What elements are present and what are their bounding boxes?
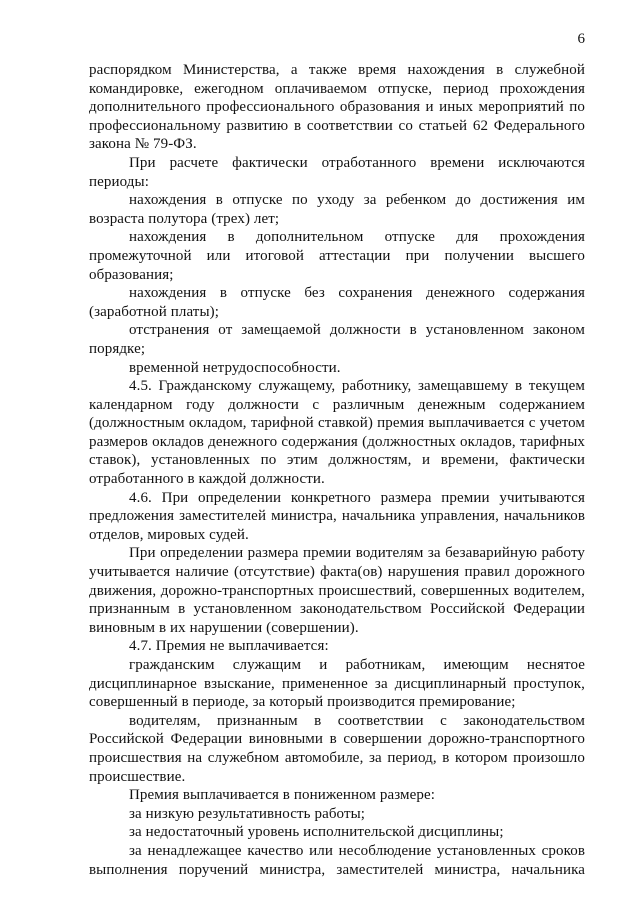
paragraph: Премия выплачивается в пониженном размере:	[129, 787, 436, 804]
paragraph: При определении размера премии водителям за безаварийную работу учитывается наличие (отсутствие) факта(ов) нарушения правил дорожного движения, дорожно-транспортных происшествий, совершенных водителем, признанным в установленном законодательством Российской Федерации виновным в их нарушении (совершении).	[89, 545, 585, 636]
paragraph: 4.7. Премия не выплачивается:	[129, 638, 329, 655]
paragraph: нахождения в дополнительном отпуске для прохождения промежуточной или итоговой аттестации при получении высшего образования;	[89, 229, 585, 283]
paragraph: отстранения от замещаемой должности в установленном законом порядке;	[89, 322, 585, 357]
paragraph: временной нетрудоспособности.	[129, 359, 341, 376]
paragraph: гражданским служащим и работникам, имеющим неснятое дисциплинарное взыскание, примененное за дисциплинарный проступок, совершенный в периоде, за который производится премирование;	[89, 657, 585, 711]
paragraph: за недостаточный уровень исполнительской дисциплины;	[129, 824, 504, 841]
paragraph: за низкую результативность работы;	[129, 805, 366, 822]
page-number: 6	[577, 31, 585, 47]
paragraph: 4.5. Гражданскому служащему, работнику, замещавшему в текущем календарном году должности с различным денежным содержанием (должностным окладом, тарифной ставкой) премия выплачивается с учетом размеров окладов денежного содержания (должностных окладов, тарифных ставок), установленных по этим должностям, и времени, фактически отработанного в каждой должности.	[89, 378, 585, 488]
document-body	[89, 61, 585, 879]
paragraph: При расчете фактически отработанного времени исключаются периоды:	[89, 154, 585, 190]
paragraph: распорядком Министерства, а также время нахождения в служебной командировке, ежегодном оплачиваемом отпуске, период прохождения дополнительного профессионального образования и иных мероприятий по профессиональному развитию в соответствии со статьей 62 Федерального закона № 79-ФЗ.	[89, 62, 585, 153]
paragraph: 4.6. При определении конкретного размера премии учитываются предложения заместителей министра, начальника управления, начальников отделов, мировых судей.	[89, 489, 585, 543]
paragraph: нахождения в отпуске без сохранения денежного содержания (заработной платы);	[89, 285, 585, 320]
paragraph: за ненадлежащее качество или несоблюдение установленных сроков выполнения поручений министра, заместителей министра, начальника	[89, 842, 585, 878]
paragraph: нахождения в отпуске по уходу за ребенком до достижения им возраста полутора (трех) лет;	[89, 192, 585, 227]
paragraph: водителям, признанным в соответствии с законодательством Российской Федерации виновными в совершении дорожно-транспортного происшествия на служебном автомобиле, за период, в котором произошло происшествие.	[89, 712, 585, 785]
